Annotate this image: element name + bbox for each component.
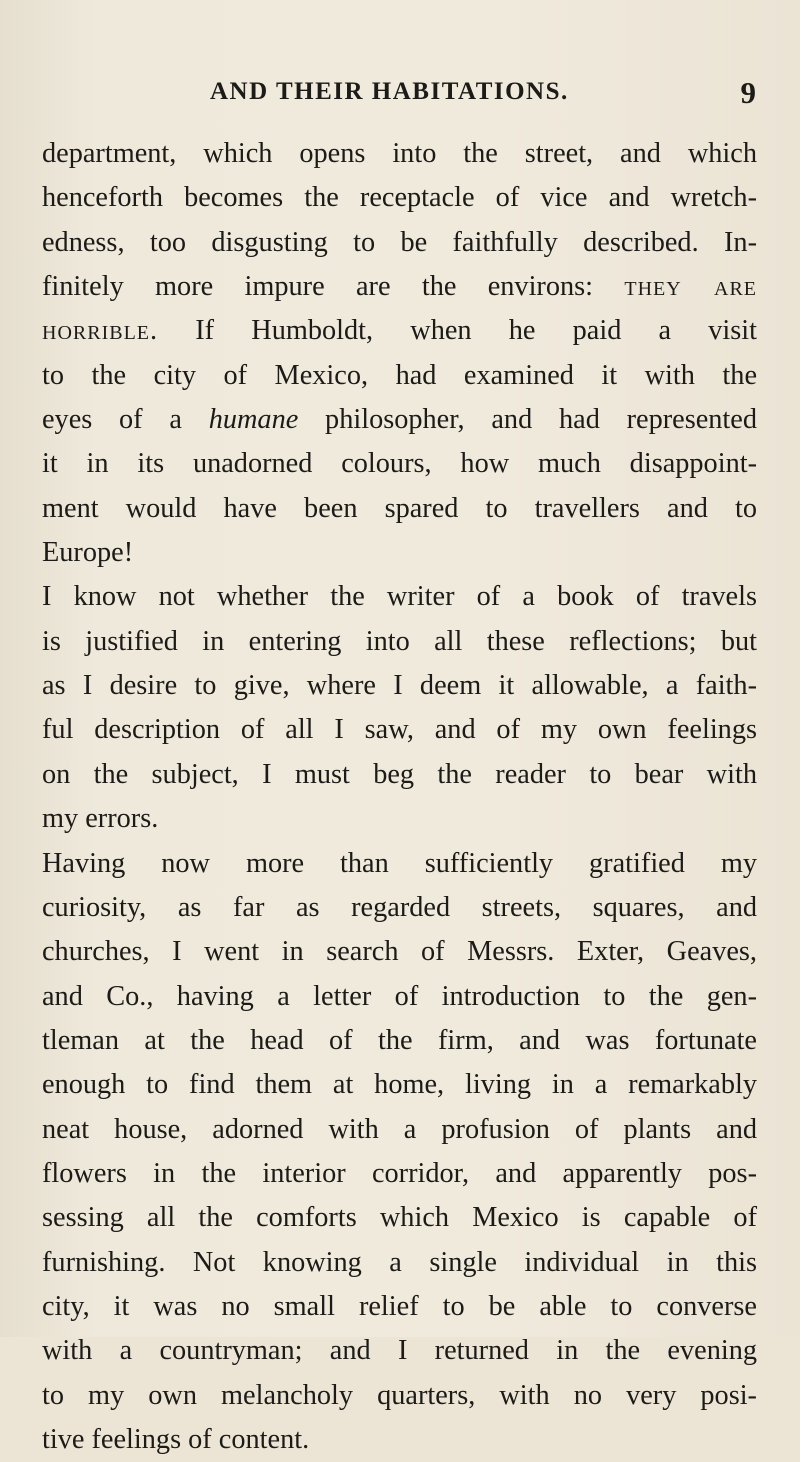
line-text: curiosity, as far as regarded streets, squares, and	[42, 891, 757, 923]
text-line	[42, 753, 757, 797]
line-text: my errors.	[42, 803, 159, 835]
text-line	[42, 1063, 757, 1107]
line-text: churches, I went in search of Messrs. Exter, Geaves,	[42, 936, 757, 968]
line-text: Having now more than sufficiently gratified my	[42, 847, 757, 879]
text-line	[42, 1241, 757, 1285]
text-line	[42, 842, 757, 886]
text-line	[42, 1374, 757, 1418]
text-line	[42, 1418, 757, 1462]
line-text: finitely more impure are the environs:	[42, 271, 625, 303]
line-text: neat house, adorned with a profusion of plants and	[42, 1113, 757, 1145]
text-line	[42, 531, 757, 575]
text-line	[42, 575, 757, 619]
text-line	[42, 442, 757, 486]
line-text: to my own melancholy quarters, with no very posi-	[42, 1379, 757, 1411]
text-line	[42, 1196, 757, 1240]
small-caps-text: horrible.	[42, 315, 159, 347]
text-line	[42, 975, 757, 1019]
line-text: with a countryman; and I returned in the evening	[42, 1335, 757, 1367]
line-text: henceforth becomes the receptacle of vice and wretch-	[42, 182, 757, 214]
text-line	[42, 1329, 757, 1373]
line-text: I know not whether the writer of a book of travels	[42, 581, 757, 613]
line-text: on the subject, I must beg the reader to bear with	[42, 758, 757, 790]
line-text: If Humboldt, when he paid a visit	[158, 315, 757, 347]
body-text	[42, 132, 757, 1462]
text-line	[42, 132, 757, 176]
line-text: ful description of all I saw, and of my own feelings	[42, 714, 757, 746]
line-text: tive feelings of content.	[42, 1423, 310, 1455]
line-text: flowers in the interior corridor, and apparently pos-	[42, 1157, 757, 1189]
text-line	[42, 265, 757, 309]
page-header	[40, 75, 760, 118]
text-line	[42, 1019, 757, 1063]
text-line	[42, 1152, 757, 1196]
text-line	[42, 930, 757, 974]
line-text: to the city of Mexico, had examined it with the	[42, 359, 757, 391]
text-line	[42, 886, 757, 930]
line-text: sessing all the comforts which Mexico is capable of	[42, 1202, 757, 1234]
text-line	[42, 664, 757, 708]
line-text: city, it was no small relief to be able to converse	[42, 1290, 757, 1322]
text-line	[42, 487, 757, 531]
line-text: as I desire to give, where I deem it allowable, a faith-	[42, 670, 757, 702]
line-text: department, which opens into the street, and which	[42, 138, 757, 169]
line-text: Europe!	[42, 537, 134, 569]
italic-text: humane	[208, 404, 299, 436]
line-text: it in its unadorned colours, how much disappoint-	[42, 448, 757, 480]
line-text: and Co., having a letter of introduction to the gen-	[42, 980, 757, 1012]
text-line	[42, 708, 757, 752]
text-line	[42, 620, 757, 664]
text-line	[42, 354, 757, 398]
text-line	[42, 309, 757, 353]
line-text: philosopher, and had represented	[298, 404, 758, 436]
line-text: eyes of a	[42, 404, 209, 436]
text-line	[42, 1108, 757, 1152]
running-head: AND THEIR HABITATIONS.	[210, 78, 569, 105]
line-text: ment would have been spared to travellers and to	[42, 492, 757, 524]
text-line	[42, 221, 757, 265]
line-text: edness, too disgusting to be faithfully described. In-	[42, 226, 757, 258]
text-line	[42, 797, 757, 841]
small-caps-text: they are	[624, 271, 757, 303]
line-text: tleman at the head of the firm, and was fortunate	[42, 1024, 757, 1056]
line-text: enough to find them at home, living in a remarkably	[42, 1069, 757, 1101]
page-number: 9	[740, 75, 756, 110]
text-line	[42, 1285, 757, 1329]
line-text: is justified in entering into all these reflections; but	[42, 625, 757, 657]
line-text: furnishing. Not knowing a single individual in this	[42, 1246, 757, 1278]
text-line	[42, 398, 757, 442]
text-line	[42, 176, 757, 220]
